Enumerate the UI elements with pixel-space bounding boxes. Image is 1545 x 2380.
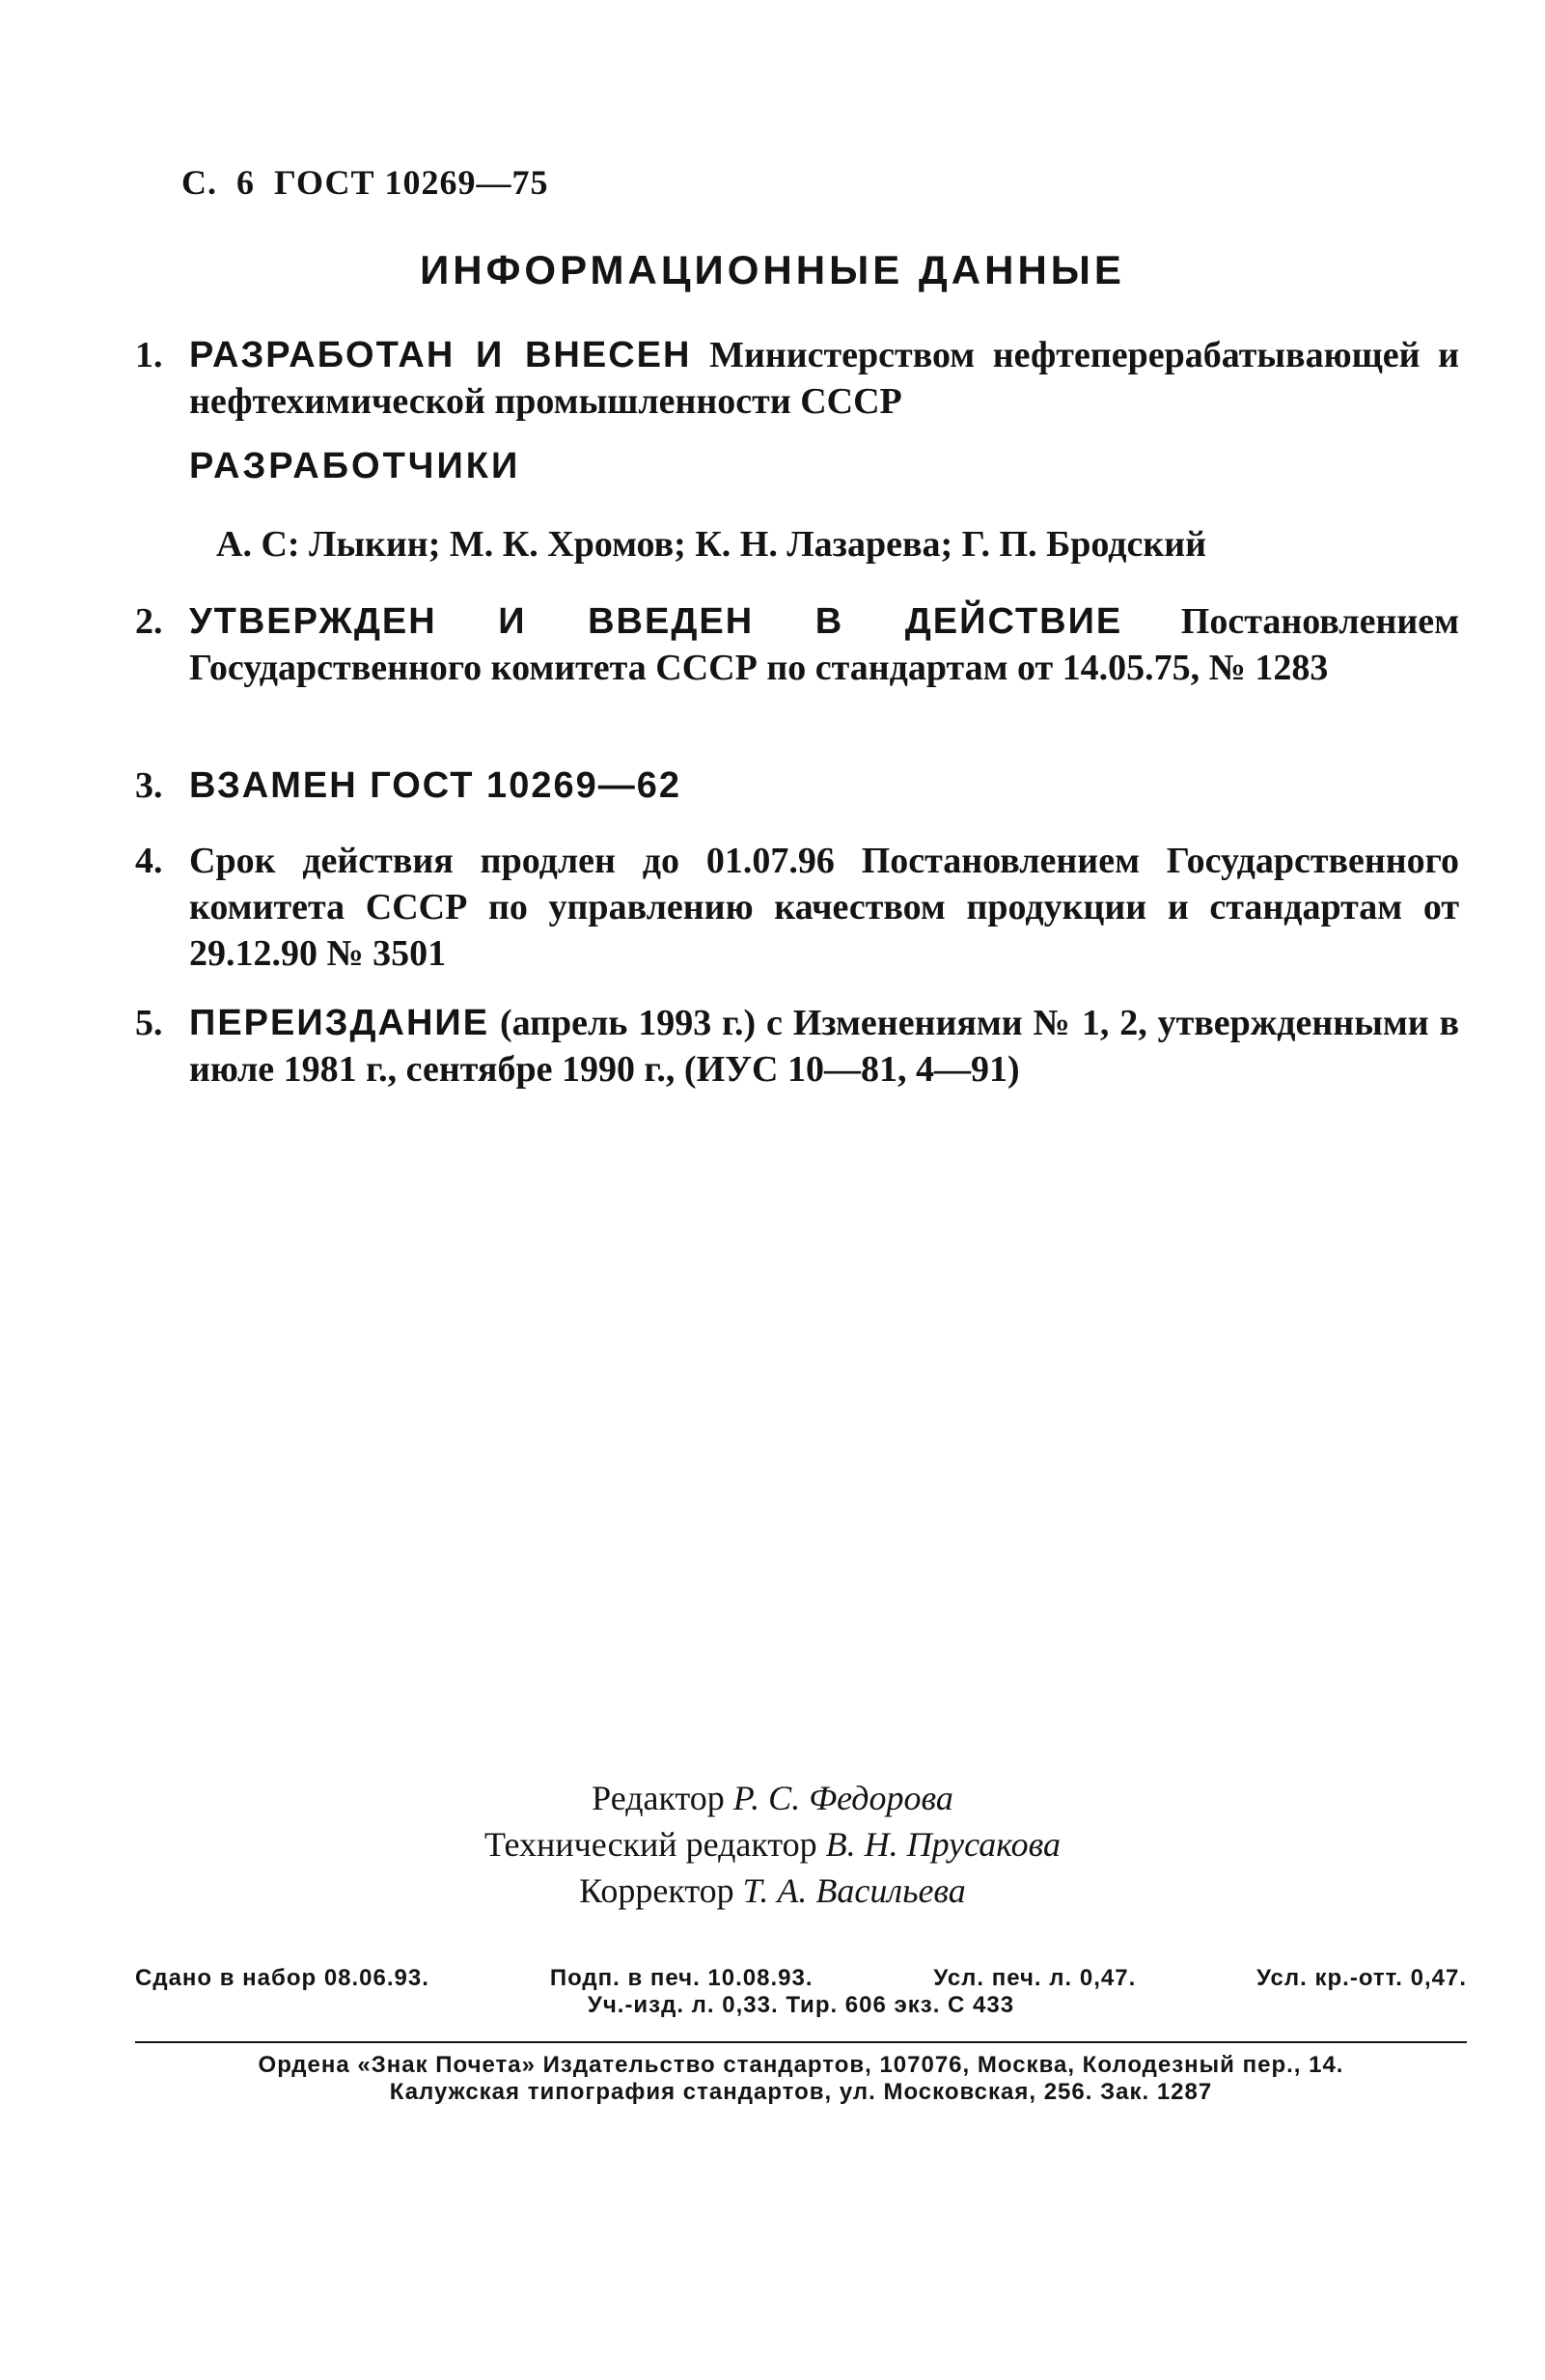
section-title: ИНФОРМАЦИОННЫЕ ДАННЫЕ xyxy=(420,247,1125,292)
info-item-2 xyxy=(135,598,1459,691)
item-text: Министерством нефтеперерабатывающей и нефтехимической промышленности СССР xyxy=(189,335,1459,422)
divider-line xyxy=(135,2041,1467,2043)
info-item-1 xyxy=(135,332,1459,425)
imprint-print-sheets: Усл. печ. л. 0,47. xyxy=(933,1965,1137,1991)
item-body xyxy=(189,332,1459,425)
imprint-printing-house-line: Калужская типография стандартов, ул. Московская, 256. Зак. 1287 xyxy=(389,2079,1213,2105)
item-lead: УТВЕРЖДЕН И ВВЕДЕН В ДЕЙСТВИЕ xyxy=(189,601,1123,642)
imprint-signed: Подп. в печ. 10.08.93. xyxy=(549,1965,814,1991)
item-body xyxy=(189,838,1459,977)
credit-proofreader xyxy=(0,1870,1545,1911)
credit-name: Р. С. Федорова xyxy=(732,1779,953,1817)
item-number: 3. xyxy=(135,765,163,806)
item-number: 1. xyxy=(135,335,163,375)
credit-role: Технический редактор xyxy=(483,1825,817,1864)
imprint-row xyxy=(135,1965,1467,1992)
imprint-edition: Уч.-изд. л. 0,33. Тир. 606 экз. С 433 xyxy=(587,1992,1015,2018)
page-number: 6 xyxy=(236,163,255,202)
credit-role: Корректор xyxy=(579,1871,734,1910)
item-body xyxy=(189,1000,1459,1093)
developers-names: А. С: Лыкин; М. К. Хромов; К. Н. Лазарева; Г. П. Бродский xyxy=(216,524,1206,565)
imprint-print-impressions: Усл. кр.-отт. 0,47. xyxy=(1256,1965,1467,1991)
info-item-3 xyxy=(135,762,1459,809)
credit-technical-editor xyxy=(0,1824,1545,1865)
item-number: 2. xyxy=(135,601,163,642)
item-lead: РАЗРАБОТАН И ВНЕСЕН xyxy=(189,335,692,375)
developers-heading: РАЗРАБОТЧИКИ xyxy=(189,446,521,486)
item-text: Срок действия продлен до 01.07.96 Постановлением Государственного комитета СССР по управлению качеством продукции и стандартам от 29.12.90 № 3501 xyxy=(189,841,1459,974)
imprint-print-data xyxy=(135,1965,1467,2019)
item-number: 5. xyxy=(135,1003,163,1043)
credit-role: Редактор xyxy=(592,1779,725,1817)
info-item-5 xyxy=(135,1000,1459,1093)
item-lead: ВЗАМЕН ГОСТ 10269—62 xyxy=(189,765,681,806)
credit-name: В. Н. Прусакова xyxy=(825,1825,1062,1864)
standard-number: ГОСТ 10269—75 xyxy=(274,163,549,202)
info-item-4 xyxy=(135,838,1459,977)
item-text: Постановлением Государственного комитета СССР по стандартам от 14.05.75, № 1283 xyxy=(189,601,1460,688)
imprint-publisher xyxy=(135,2052,1467,2106)
credit-editor xyxy=(0,1778,1545,1818)
credit-name: Т. А. Васильева xyxy=(742,1871,966,1910)
item-body xyxy=(189,598,1459,691)
item-body xyxy=(189,762,1459,809)
item-lead: ПЕРЕИЗДАНИЕ xyxy=(189,1003,490,1043)
page-header xyxy=(181,162,548,203)
imprint-publisher-line: Ордена «Знак Почета» Издательство стандартов, 107076, Москва, Колодезный пер., 14. xyxy=(258,2052,1344,2078)
item-text: (апрель 1993 г.) с Изменениями № 1, 2, утвержденными в июле 1981 г., сентябре 1990 г., (ИУС 10—81, 4—91) xyxy=(189,1003,1459,1090)
page-label: С. xyxy=(181,163,217,202)
imprint-typeset: Сдано в набор 08.06.93. xyxy=(135,1965,429,1991)
item-number: 4. xyxy=(135,841,163,881)
